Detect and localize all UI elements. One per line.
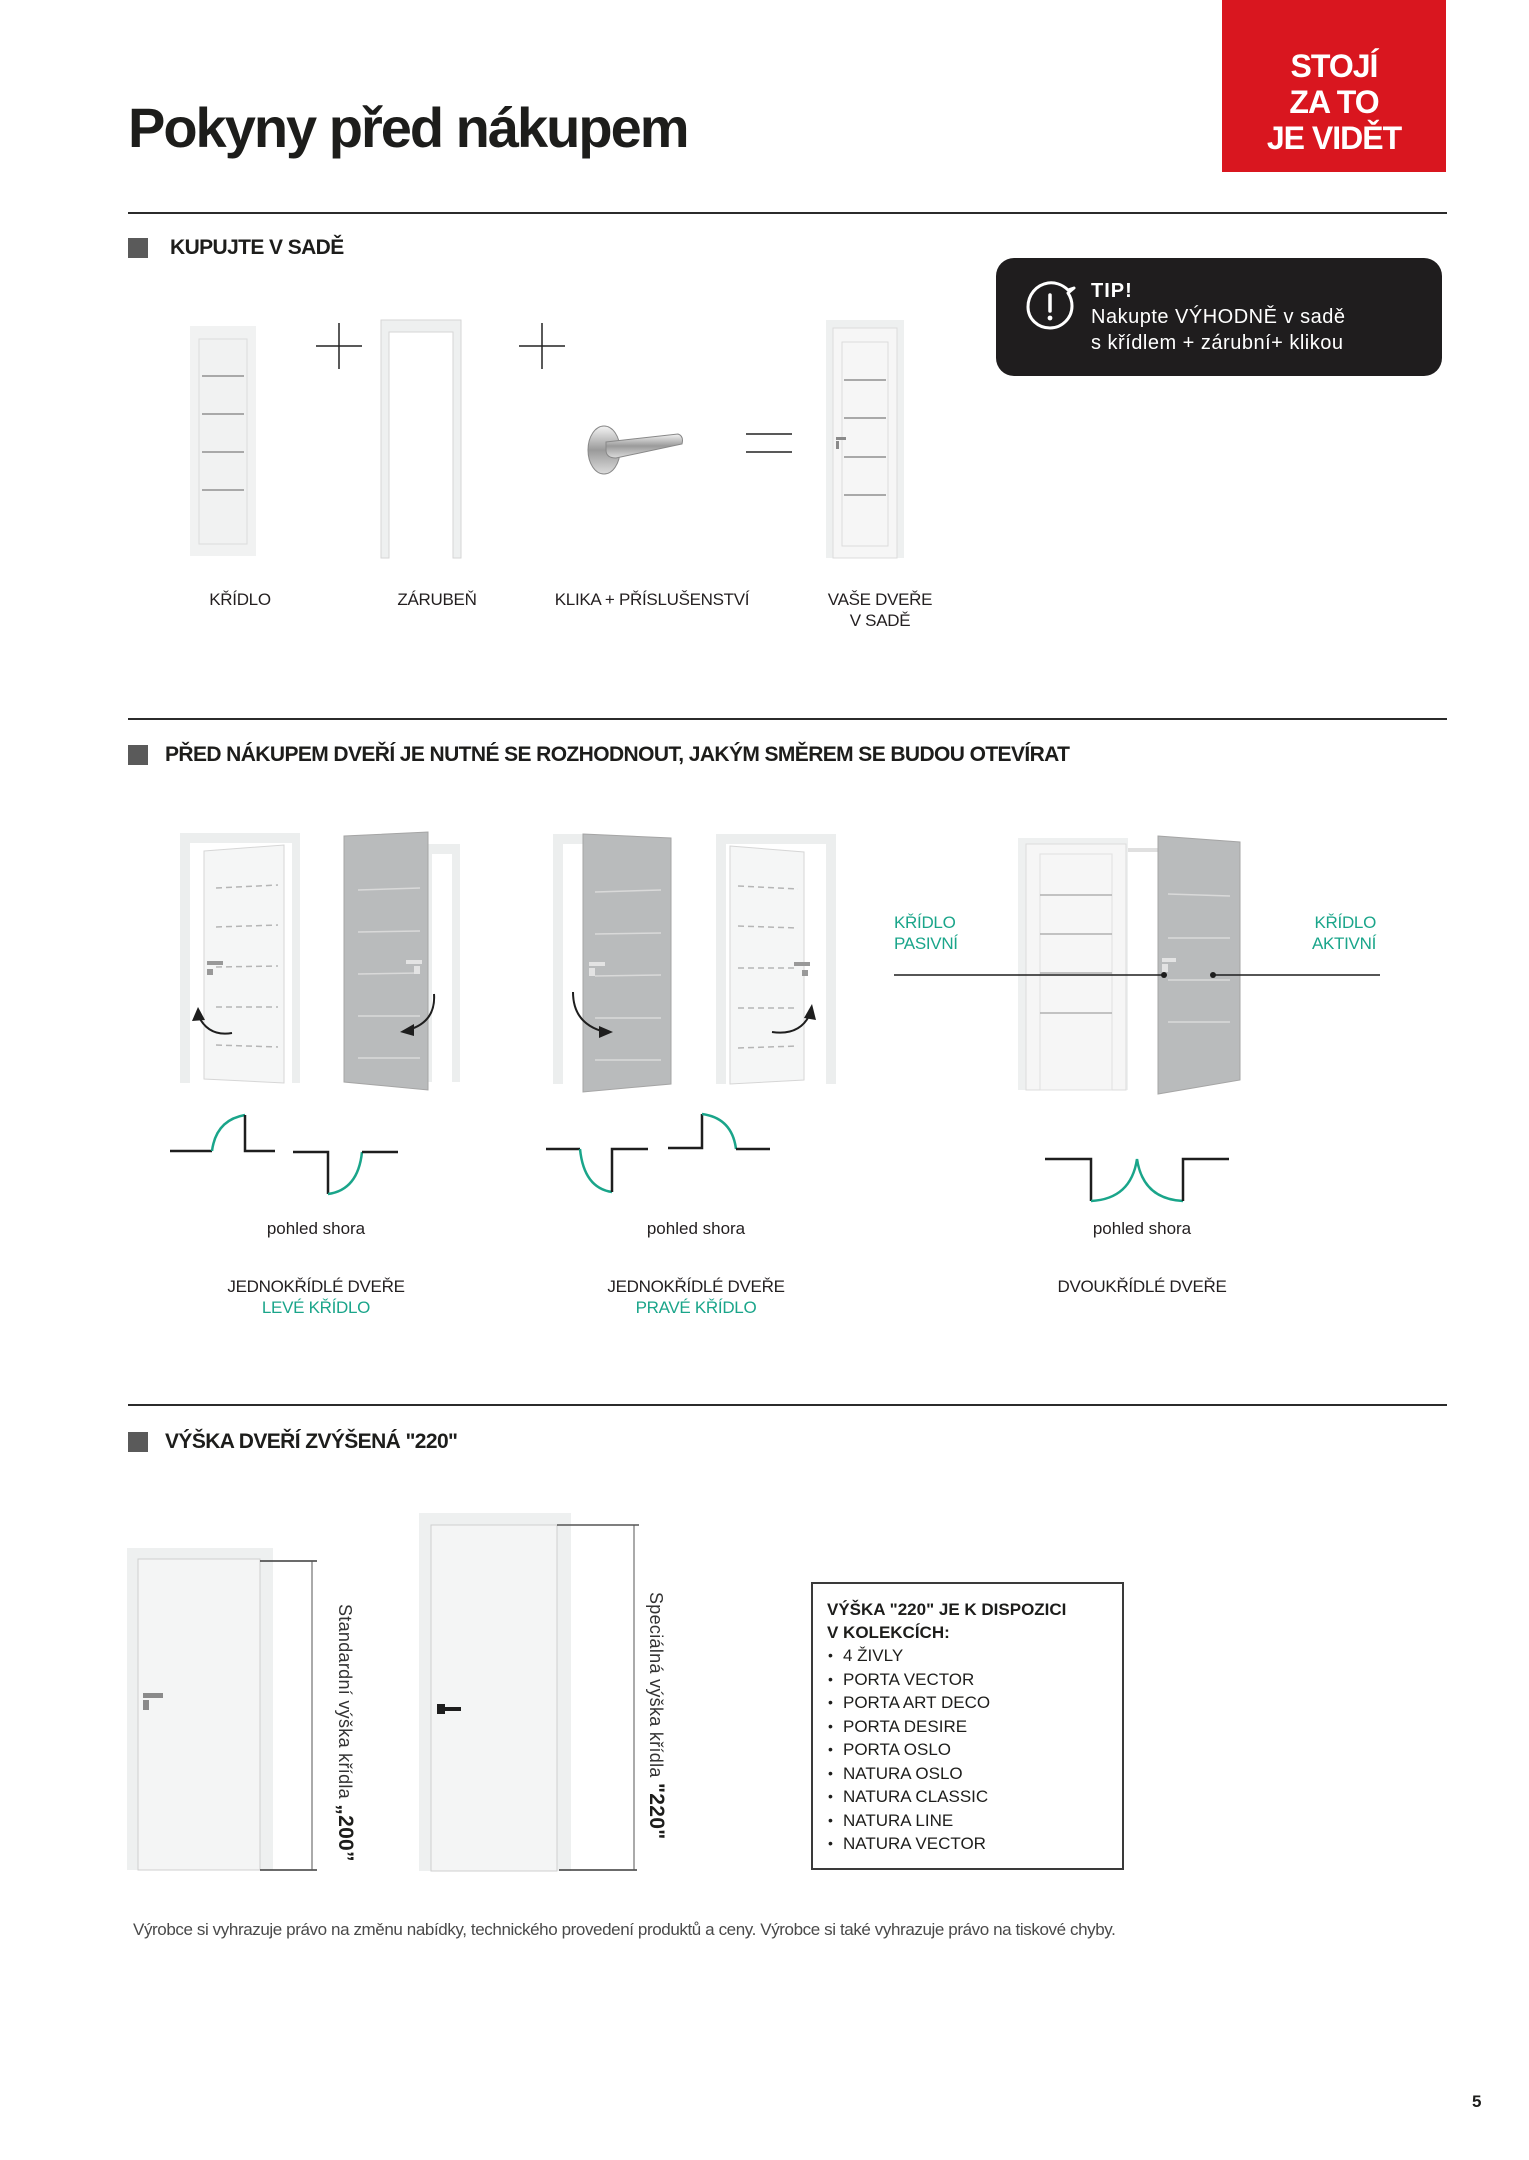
standard-door-image xyxy=(127,1548,327,1883)
set-item-label: ZÁRUBEŇ xyxy=(397,590,477,609)
label-line: JEDNOKŘÍDLÉ DVEŘE xyxy=(227,1277,405,1296)
tip-text: s křídlem + zárubní+ klikou xyxy=(1091,332,1344,354)
section-divider xyxy=(128,212,1447,214)
collection-item: • PORTA OSLO xyxy=(827,1738,1108,1762)
set-item-label: KLIKA + PŘÍSLUŠENSTVÍ xyxy=(554,590,750,609)
page-title: Pokyny před nákupem xyxy=(128,96,688,159)
collection-item: • NATURA CLASSIC xyxy=(827,1785,1108,1809)
view-caption: pohled shora xyxy=(1092,1219,1192,1238)
active-leaf-label xyxy=(1256,912,1376,954)
collection-item: • NATURA LINE xyxy=(827,1809,1108,1833)
door-frame-image xyxy=(381,320,461,558)
collections-box xyxy=(811,1582,1124,1870)
collection-item: • 4 ŽIVLY xyxy=(827,1644,1108,1668)
door-type-label xyxy=(196,1276,436,1318)
door-left-open-outward-image xyxy=(340,832,460,1101)
special-height-text: Speciálná výška křídla xyxy=(646,1592,666,1783)
passive-leaf-callout xyxy=(894,965,1174,983)
section-marker xyxy=(128,745,148,765)
equals-icon xyxy=(746,432,792,459)
collection-item: • NATURA VECTOR xyxy=(827,1832,1108,1856)
standard-height-label xyxy=(333,1604,357,1862)
door-type-label xyxy=(576,1276,816,1318)
footer-disclaimer: Výrobce si vyhrazuje právo na změnu nabídky, technického provedení produktů a ceny. Výrobce si také vyhrazuje právo na tiskové chyby. xyxy=(133,1920,1116,1939)
tip-title: TIP! xyxy=(1091,280,1133,302)
badge-line: STOJÍ xyxy=(1290,48,1378,84)
label-line: AKTIVNÍ xyxy=(1311,934,1376,953)
section-heading-set: KUPUJTE V SADĚ xyxy=(170,236,344,259)
collection-item: • PORTA DESIRE xyxy=(827,1715,1108,1739)
label-line: V SADĚ xyxy=(849,611,911,630)
passive-leaf-label xyxy=(894,912,1014,954)
tall-door-image xyxy=(419,1513,639,1878)
badge-line: ZA TO xyxy=(1289,84,1379,120)
plus-icon xyxy=(519,323,565,374)
plus-icon xyxy=(316,323,362,374)
label-line: JEDNOKŘÍDLÉ DVEŘE xyxy=(607,1277,785,1296)
section-divider xyxy=(128,718,1447,720)
door-right-open-inward-image xyxy=(716,834,836,1101)
tip-text: Nakupte VÝHODNĚ v sadě xyxy=(1091,306,1346,328)
exclamation-bubble-icon xyxy=(1024,280,1076,337)
section-heading-height: VÝŠKA DVEŘÍ ZVÝŠENÁ "220" xyxy=(165,1430,458,1453)
collections-heading: V KOLEKCÍCH: xyxy=(827,1623,950,1642)
label-line: DVOUKŘÍDLÉ DVEŘE xyxy=(1057,1277,1227,1296)
tip-box xyxy=(996,258,1442,376)
plan-view-double-door xyxy=(1045,1155,1245,1220)
collection-item: • PORTA ART DECO xyxy=(827,1691,1108,1715)
active-leaf-callout xyxy=(1210,965,1382,983)
collections-heading: VÝŠKA "220" JE K DISPOZICI xyxy=(827,1600,1067,1619)
plan-view-right-wing xyxy=(546,1110,846,1215)
view-caption: pohled shora xyxy=(646,1219,746,1238)
collection-item: • NATURA OSLO xyxy=(827,1762,1108,1786)
label-line: PRAVÉ KŘÍDLO xyxy=(635,1298,757,1317)
section-heading-direction: PŘED NÁKUPEM DVEŘÍ JE NUTNÉ SE ROZHODNOUT, JAKÝM SMĚREM SE BUDOU OTEVÍRAT xyxy=(165,743,1070,766)
section-marker xyxy=(128,1432,148,1452)
special-height-label xyxy=(644,1592,668,1839)
door-type-label xyxy=(1022,1276,1262,1297)
page-number: 5 xyxy=(1472,2092,1482,2111)
section-marker xyxy=(128,238,148,258)
standard-height-text: Standardní výška křídla xyxy=(335,1604,355,1805)
set-item-label: KŘÍDLO xyxy=(209,590,271,609)
door-leaf-image xyxy=(190,326,256,556)
door-handle-image xyxy=(586,420,686,480)
label-line: KŘÍDLO xyxy=(1314,913,1376,932)
door-right-open-outward-image xyxy=(553,834,673,1101)
label-line: PASIVNÍ xyxy=(894,934,958,953)
standard-height-value: „200” xyxy=(334,1804,357,1862)
label-line: LEVÉ KŘÍDLO xyxy=(261,1298,371,1317)
complete-door-image xyxy=(826,320,904,558)
label-line: KŘÍDLO xyxy=(894,913,956,932)
brand-badge xyxy=(1222,0,1446,172)
special-height-value: "220" xyxy=(645,1783,668,1840)
label-line: VAŠE DVEŘE xyxy=(827,590,933,609)
badge-line: JE VIDĚT xyxy=(1266,120,1402,156)
collections-list xyxy=(827,1644,1108,1856)
plan-view-left-wing xyxy=(170,1110,470,1215)
door-left-open-inward-image xyxy=(180,833,300,1100)
collection-item: • PORTA VECTOR xyxy=(827,1668,1108,1692)
view-caption: pohled shora xyxy=(266,1219,366,1238)
set-item-label xyxy=(800,589,960,631)
section-divider xyxy=(128,1404,1447,1406)
